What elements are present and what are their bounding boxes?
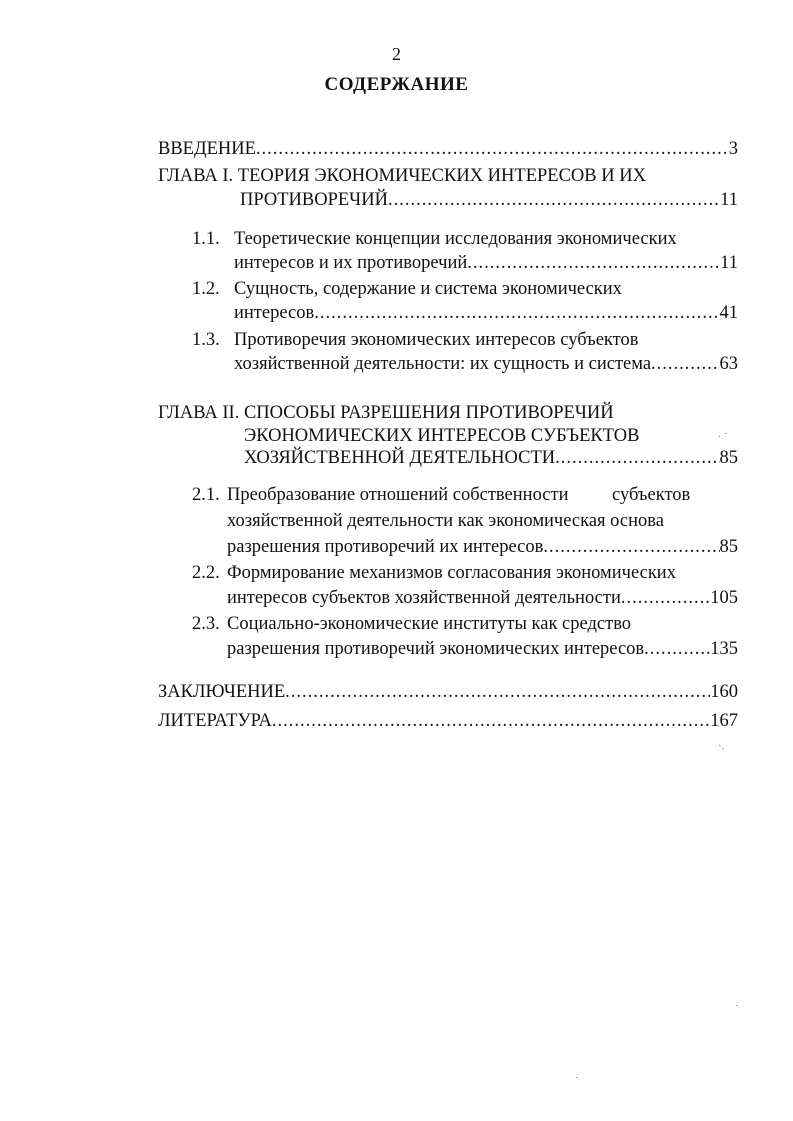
section-2-1-line3: разрешения противоречий их интересов [227,537,544,557]
scan-artifact: · [735,1000,739,1012]
section-2-1-line1-end[interactable]: субъектов [612,485,691,505]
section-2-3-line1[interactable]: Социально-экономические институты как средство [227,614,632,634]
section-1-2-line1[interactable]: Сущность, содержание и система экономических [234,279,622,299]
toc-entry-conclusion[interactable] [158,680,738,704]
section-1-3-line1[interactable]: Противоречия экономических интересов субъектов [234,330,639,350]
toc-entry-page: 41 [719,303,738,323]
toc-entry-page: 160 [710,682,738,702]
toc-entry-section-1-2[interactable] [234,301,738,325]
section-1-3-line2: хозяйственной деятельности: их сущность и система [234,354,652,374]
toc-entry-page: 135 [710,639,738,659]
toc-entry-intro[interactable] [158,137,738,161]
toc-entry-title: ВВЕДЕНИЕ [158,139,256,159]
toc-entry-page: 3 [728,139,738,159]
section-2-1-line2[interactable]: хозяйственной деятельности как экономическая основа [227,511,664,531]
scan-artifact: . · [718,428,728,440]
dot-leader [651,352,719,376]
dot-leader [543,535,719,559]
section-2-2-line2: интересов субъектов хозяйственной деятельности [227,588,621,608]
section-number: 1.2. [192,279,220,299]
toc-entry-page: 11 [720,253,738,273]
section-1-1-line2: интересов и их противоречий [234,253,468,273]
section-number: 1.3. [192,330,220,350]
chapter1-title-line1[interactable]: ГЛАВА I. ТЕОРИЯ ЭКОНОМИЧЕСКИХ ИНТЕРЕСОВ И ИХ [158,166,646,186]
section-number: 1.1. [192,229,220,249]
dot-leader [644,637,710,661]
dot-leader [555,446,719,470]
toc-entry-page: 167 [710,711,738,731]
chapter2-title-line3: ХОЗЯЙСТВЕННОЙ ДЕЯТЕЛЬНОСТИ [244,448,556,468]
page-number: 2 [392,44,401,64]
section-number: 2.2. [192,563,220,583]
dot-leader [388,188,720,212]
toc-entry-page: 105 [710,588,738,608]
scan-artifact: ·. [718,740,725,752]
dot-leader [621,586,710,610]
section-1-1-line1[interactable]: Теоретические концепции исследования экономических [234,229,677,249]
toc-entry-literature[interactable] [158,709,738,733]
toc-entry-section-1-3[interactable] [234,352,738,376]
section-1-2-line2: интересов [234,303,315,323]
chapter1-title-line2: ПРОТИВОРЕЧИЙ [240,190,388,210]
section-2-3-line2: разрешения противоречий экономических интересов [227,639,645,659]
toc-entry-title: ЗАКЛЮЧЕНИЕ [158,682,286,702]
scan-artifact: · [575,1072,579,1084]
dot-leader [285,680,710,704]
toc-entry-chapter2[interactable] [244,446,738,470]
toc-entry-section-2-3[interactable] [227,637,738,661]
dot-leader [256,137,729,161]
toc-entry-page: 85 [719,448,738,468]
toc-entry-section-1-1[interactable] [234,251,738,275]
toc-entry-page: 85 [719,537,738,557]
section-2-2-line1[interactable]: Формирование механизмов согласования экономических [227,563,676,583]
toc-entry-page: 11 [720,190,738,210]
dot-leader [314,301,719,325]
dot-leader [467,251,720,275]
toc-entry-title: ЛИТЕРАТУРА [158,711,272,731]
section-number: 2.1. [192,485,220,505]
section-2-1-line1[interactable]: Преобразование отношений собственности [227,485,569,505]
toc-title: СОДЕРЖАНИЕ [324,74,469,95]
section-number: 2.3. [192,614,220,634]
chapter2-title-line1[interactable]: ГЛАВА II. СПОСОБЫ РАЗРЕШЕНИЯ ПРОТИВОРЕЧИЙ [158,403,614,423]
toc-entry-section-2-1[interactable] [227,535,738,559]
toc-entry-chapter1[interactable] [240,188,738,212]
toc-entry-page: 63 [719,354,738,374]
toc-entry-section-2-2[interactable] [227,586,738,610]
chapter2-title-line2[interactable]: ЭКОНОМИЧЕСКИХ ИНТЕРЕСОВ СУБЪЕКТОВ [244,426,640,446]
dot-leader [272,709,710,733]
